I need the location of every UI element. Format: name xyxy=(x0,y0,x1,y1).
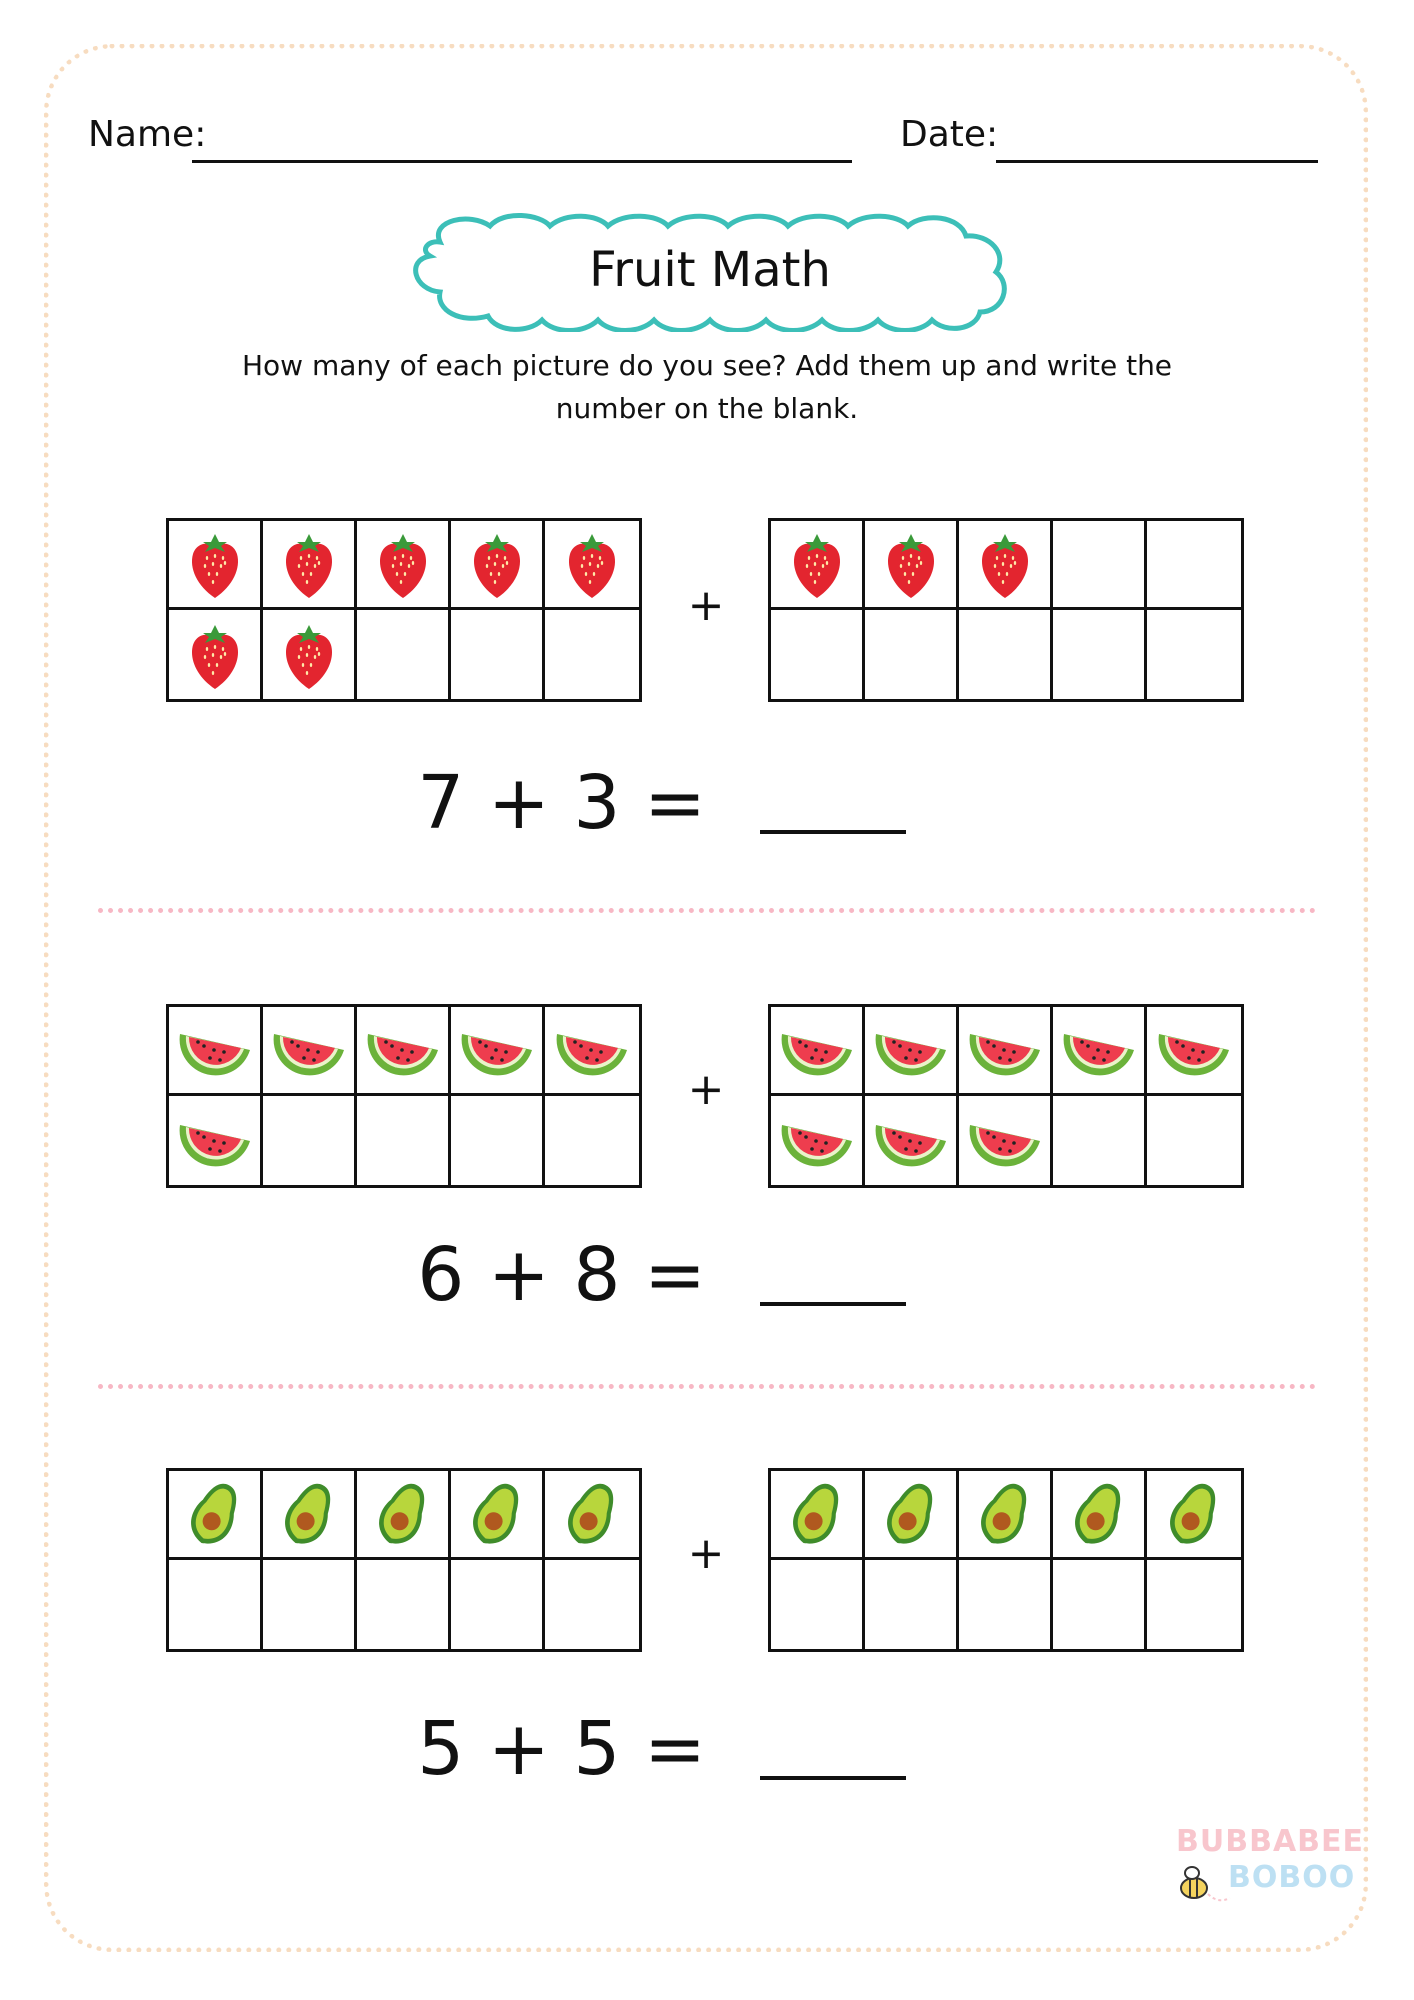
date-label: Date: xyxy=(900,114,999,155)
date-field[interactable] xyxy=(996,160,1318,163)
avocado-icon xyxy=(1068,1478,1130,1550)
frame-cell xyxy=(169,610,263,699)
name-label: Name: xyxy=(88,114,207,155)
frame-cell xyxy=(357,1471,451,1560)
avocado-icon xyxy=(880,1478,942,1550)
strawberry-icon xyxy=(183,617,247,693)
frame-cell xyxy=(451,1096,545,1185)
answer-blank[interactable] xyxy=(760,1302,906,1306)
frame-cell xyxy=(1147,1471,1241,1560)
equation xyxy=(400,1706,1020,1796)
frame-cell xyxy=(451,521,545,610)
frame-cell xyxy=(1147,1560,1241,1649)
ten-frame-left xyxy=(166,518,642,702)
watermelon-icon xyxy=(966,1020,1044,1080)
equation-text: 6 + 8 = xyxy=(417,1232,706,1318)
frame-cell xyxy=(1147,1096,1241,1185)
ten-frame-right xyxy=(768,1468,1244,1652)
frame-cell xyxy=(263,610,357,699)
frame-cell xyxy=(771,1007,865,1096)
frame-cell xyxy=(865,1007,959,1096)
ten-frame-right xyxy=(768,518,1244,702)
equation xyxy=(400,760,1020,850)
frame-cell xyxy=(959,521,1053,610)
watermelon-icon xyxy=(778,1020,856,1080)
avocado-icon xyxy=(184,1478,246,1550)
frame-cell xyxy=(263,1096,357,1185)
header-row xyxy=(86,108,1328,168)
frame-cell xyxy=(959,1007,1053,1096)
watermelon-icon xyxy=(966,1111,1044,1171)
strawberry-icon xyxy=(277,526,341,602)
plus-sign: + xyxy=(687,1528,725,1579)
strawberry-icon xyxy=(560,526,624,602)
frame-cell xyxy=(451,1560,545,1649)
strawberry-icon xyxy=(183,526,247,602)
frame-cell xyxy=(865,521,959,610)
frame-cell xyxy=(169,1096,263,1185)
frame-cell xyxy=(451,1007,545,1096)
frame-cell xyxy=(959,1560,1053,1649)
strawberry-icon xyxy=(973,526,1037,602)
avocado-icon xyxy=(786,1478,848,1550)
frame-cell xyxy=(771,610,865,699)
frame-cell xyxy=(771,1560,865,1649)
bee-icon xyxy=(1176,1858,1232,1908)
strawberry-icon xyxy=(785,526,849,602)
frame-cell xyxy=(1147,1007,1241,1096)
watermelon-icon xyxy=(872,1111,950,1171)
frame-cell xyxy=(771,521,865,610)
ten-frame-left xyxy=(166,1468,642,1652)
watermelon-icon xyxy=(176,1020,254,1080)
avocado-icon xyxy=(372,1478,434,1550)
name-field[interactable] xyxy=(192,160,852,163)
watermelon-icon xyxy=(1060,1020,1138,1080)
strawberry-icon xyxy=(277,617,341,693)
ten-frame-right xyxy=(768,1004,1244,1188)
watermelon-icon xyxy=(872,1020,950,1080)
logo-text-top: BUBBABEE xyxy=(1176,1824,1365,1859)
frame-cell xyxy=(169,1007,263,1096)
frame-cell xyxy=(357,1096,451,1185)
section-divider xyxy=(98,908,1316,913)
avocado-icon xyxy=(974,1478,1036,1550)
frame-cell xyxy=(1053,1471,1147,1560)
strawberry-icon xyxy=(371,526,435,602)
avocado-icon xyxy=(1163,1478,1225,1550)
frame-cell xyxy=(1053,1560,1147,1649)
frame-cell xyxy=(959,610,1053,699)
strawberry-icon xyxy=(879,526,943,602)
frame-cell xyxy=(545,521,639,610)
frame-cell xyxy=(865,1471,959,1560)
answer-blank[interactable] xyxy=(760,1776,906,1780)
equation-text: 5 + 5 = xyxy=(417,1706,706,1792)
avocado-icon xyxy=(561,1478,623,1550)
frame-cell xyxy=(357,521,451,610)
frame-cell xyxy=(357,610,451,699)
frame-cell xyxy=(451,1471,545,1560)
plus-sign: + xyxy=(687,580,725,631)
watermelon-icon xyxy=(553,1020,631,1080)
frame-cell xyxy=(771,1471,865,1560)
ten-frame-left xyxy=(166,1004,642,1188)
frame-cell xyxy=(865,610,959,699)
instructions: How many of each picture do you see? Add them up and write the number on the blank. xyxy=(241,349,1173,425)
frame-cell xyxy=(545,1560,639,1649)
section-divider xyxy=(98,1384,1316,1389)
frame-cell xyxy=(169,1560,263,1649)
frame-cell xyxy=(545,610,639,699)
equation-text: 7 + 3 = xyxy=(417,760,706,846)
page-title: Fruit Math xyxy=(589,242,831,298)
watermelon-icon xyxy=(458,1020,536,1080)
frame-cell xyxy=(169,1471,263,1560)
answer-blank[interactable] xyxy=(760,830,906,834)
frame-cell xyxy=(1147,610,1241,699)
frame-cell xyxy=(959,1096,1053,1185)
logo-text-bottom: BOBOO xyxy=(1228,1860,1356,1895)
frame-cell xyxy=(451,610,545,699)
frame-cell xyxy=(545,1096,639,1185)
frame-cell xyxy=(357,1560,451,1649)
frame-cell xyxy=(1053,1096,1147,1185)
avocado-icon xyxy=(466,1478,528,1550)
frame-cell xyxy=(865,1560,959,1649)
frame-cell xyxy=(545,1471,639,1560)
frame-cell xyxy=(771,1096,865,1185)
frame-cell xyxy=(1053,610,1147,699)
frame-cell xyxy=(169,521,263,610)
watermelon-icon xyxy=(1155,1020,1233,1080)
frame-cell xyxy=(865,1096,959,1185)
frame-cell xyxy=(959,1471,1053,1560)
plus-sign: + xyxy=(687,1064,725,1115)
frame-cell xyxy=(263,1471,357,1560)
strawberry-icon xyxy=(465,526,529,602)
title-cloud xyxy=(400,212,1020,332)
frame-cell xyxy=(1053,1007,1147,1096)
equation xyxy=(400,1232,1020,1322)
watermelon-icon xyxy=(270,1020,348,1080)
watermelon-icon xyxy=(176,1111,254,1171)
frame-cell xyxy=(263,521,357,610)
frame-cell xyxy=(263,1560,357,1649)
watermelon-icon xyxy=(364,1020,442,1080)
frame-cell xyxy=(263,1007,357,1096)
frame-cell xyxy=(545,1007,639,1096)
watermelon-icon xyxy=(778,1111,856,1171)
frame-cell xyxy=(1053,521,1147,610)
frame-cell xyxy=(357,1007,451,1096)
avocado-icon xyxy=(278,1478,340,1550)
frame-cell xyxy=(1147,521,1241,610)
brand-logo xyxy=(1176,1824,1365,1924)
